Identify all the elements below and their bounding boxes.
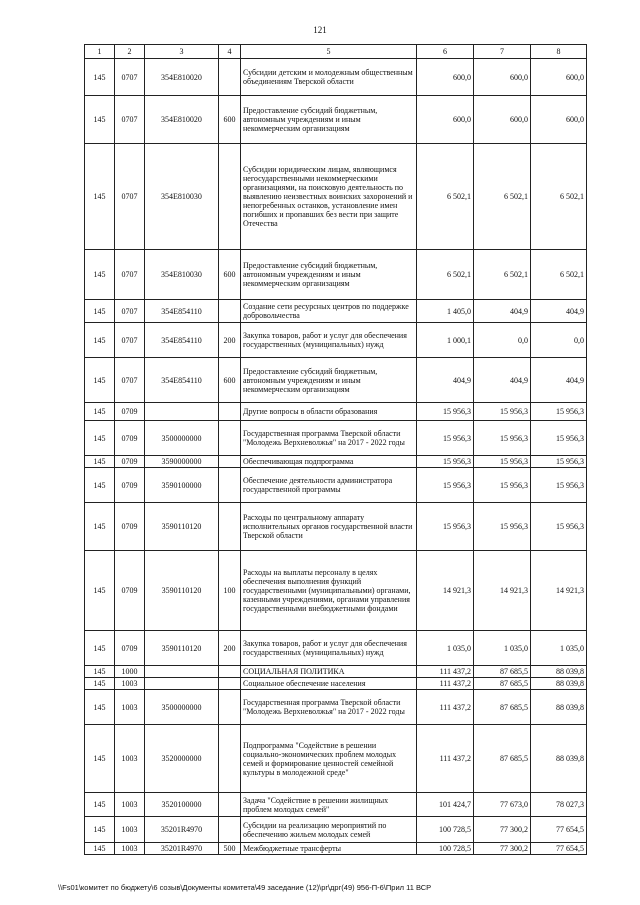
section-code: 1003 xyxy=(115,678,145,690)
target-article-code: 3590100000 xyxy=(145,468,219,503)
amount-col-7: 14 921,3 xyxy=(474,551,531,631)
expense-type-code: 600 xyxy=(219,250,241,300)
amount-col-6: 600,0 xyxy=(417,96,474,144)
table-row xyxy=(85,403,587,421)
amount-col-7: 6 502,1 xyxy=(474,250,531,300)
item-description: Закупка товаров, работ и услуг для обеспечения государственных (муниципальных) нужд xyxy=(241,323,417,358)
expense-type-code: 200 xyxy=(219,323,241,358)
item-description: Обеспечивающая подпрограмма xyxy=(241,456,417,468)
section-code: 0707 xyxy=(115,323,145,358)
admin-code: 145 xyxy=(85,631,115,666)
amount-col-6: 100 728,5 xyxy=(417,817,474,843)
amount-col-6: 6 502,1 xyxy=(417,250,474,300)
expense-type-code xyxy=(219,678,241,690)
section-code: 0709 xyxy=(115,503,145,551)
column-header: 4 xyxy=(219,45,241,59)
target-article-code: 35201R4970 xyxy=(145,817,219,843)
table-row xyxy=(85,678,587,690)
table-row xyxy=(85,793,587,817)
admin-code: 145 xyxy=(85,690,115,725)
table-row xyxy=(85,144,587,250)
table-row xyxy=(85,551,587,631)
item-description: Субсидии юридическим лицам, являющимся негосударственными некоммерческими организациями, на поисковую деятельность по выявлению неизвестных воинских захоронений и непогребенных останков, установление имен погибших и пропавших без вести при защите Отечества xyxy=(241,144,417,250)
file-path-footer: \\Fs01\комитет по бюджету\6 созыв\Документы комитета\49 заседание (12)\pr\дрг(49) 956-П-6\Прил 11 ВСР xyxy=(58,883,432,892)
admin-code: 145 xyxy=(85,300,115,323)
table-row xyxy=(85,468,587,503)
section-code: 1003 xyxy=(115,690,145,725)
amount-col-6: 15 956,3 xyxy=(417,456,474,468)
admin-code: 145 xyxy=(85,793,115,817)
table-row xyxy=(85,690,587,725)
amount-col-8: 88 039,8 xyxy=(531,678,587,690)
section-code: 0709 xyxy=(115,468,145,503)
item-description: Расходы на выплаты персоналу в целях обеспечения выполнения функций государственными (муниципальными) органами, казенными учреждениями, органами управления государственными внебюджетными фондами xyxy=(241,551,417,631)
table-row xyxy=(85,421,587,456)
item-description: Обеспечение деятельности администратора государственной программы xyxy=(241,468,417,503)
item-description: Расходы по центральному аппарату исполнительных органов государственной власти Тверской области xyxy=(241,503,417,551)
target-article-code xyxy=(145,403,219,421)
amount-col-7: 15 956,3 xyxy=(474,468,531,503)
amount-col-6: 101 424,7 xyxy=(417,793,474,817)
amount-col-6: 1 405,0 xyxy=(417,300,474,323)
admin-code: 145 xyxy=(85,725,115,793)
expense-type-code: 100 xyxy=(219,551,241,631)
target-article-code: 3520000000 xyxy=(145,725,219,793)
expense-type-code xyxy=(219,468,241,503)
page-number: 121 xyxy=(313,25,327,35)
amount-col-8: 15 956,3 xyxy=(531,403,587,421)
target-article-code: 3590110120 xyxy=(145,503,219,551)
admin-code: 145 xyxy=(85,666,115,678)
target-article-code: 354Е854110 xyxy=(145,358,219,403)
expense-type-code xyxy=(219,456,241,468)
section-code: 1003 xyxy=(115,793,145,817)
section-code: 0707 xyxy=(115,358,145,403)
target-article-code: 354Е810020 xyxy=(145,59,219,96)
column-header: 6 xyxy=(417,45,474,59)
amount-col-6: 15 956,3 xyxy=(417,403,474,421)
table-row xyxy=(85,843,587,855)
amount-col-7: 0,0 xyxy=(474,323,531,358)
column-header: 7 xyxy=(474,45,531,59)
expense-type-code xyxy=(219,666,241,678)
table-row xyxy=(85,456,587,468)
amount-col-6: 111 437,2 xyxy=(417,690,474,725)
amount-col-8: 14 921,3 xyxy=(531,551,587,631)
target-article-code xyxy=(145,666,219,678)
amount-col-8: 600,0 xyxy=(531,59,587,96)
table-row xyxy=(85,323,587,358)
expense-type-code xyxy=(219,421,241,456)
admin-code: 145 xyxy=(85,456,115,468)
column-header: 3 xyxy=(145,45,219,59)
section-code: 0709 xyxy=(115,403,145,421)
admin-code: 145 xyxy=(85,358,115,403)
column-header: 5 xyxy=(241,45,417,59)
expense-type-code xyxy=(219,725,241,793)
section-code: 0707 xyxy=(115,300,145,323)
target-article-code: 35201R4970 xyxy=(145,843,219,855)
amount-col-7: 600,0 xyxy=(474,59,531,96)
target-article-code: 354Е810020 xyxy=(145,96,219,144)
table-row xyxy=(85,725,587,793)
target-article-code: 354Е810030 xyxy=(145,144,219,250)
expense-type-code xyxy=(219,144,241,250)
section-code: 0709 xyxy=(115,631,145,666)
expense-type-code xyxy=(219,817,241,843)
admin-code: 145 xyxy=(85,503,115,551)
amount-col-8: 404,9 xyxy=(531,300,587,323)
section-code: 1003 xyxy=(115,725,145,793)
amount-col-7: 1 035,0 xyxy=(474,631,531,666)
amount-col-6: 111 437,2 xyxy=(417,666,474,678)
expense-type-code xyxy=(219,403,241,421)
amount-col-8: 600,0 xyxy=(531,96,587,144)
target-article-code: 3590110120 xyxy=(145,551,219,631)
amount-col-8: 6 502,1 xyxy=(531,250,587,300)
table-row xyxy=(85,250,587,300)
item-description: Задача "Содействие в решении жилищных проблем молодых семей" xyxy=(241,793,417,817)
expense-type-code xyxy=(219,300,241,323)
amount-col-6: 404,9 xyxy=(417,358,474,403)
target-article-code: 3590000000 xyxy=(145,456,219,468)
target-article-code: 3500000000 xyxy=(145,421,219,456)
amount-col-8: 15 956,3 xyxy=(531,468,587,503)
amount-col-7: 404,9 xyxy=(474,358,531,403)
amount-col-6: 111 437,2 xyxy=(417,678,474,690)
expense-type-code: 500 xyxy=(219,843,241,855)
section-code: 1003 xyxy=(115,843,145,855)
column-header: 2 xyxy=(115,45,145,59)
table-row xyxy=(85,300,587,323)
amount-col-7: 6 502,1 xyxy=(474,144,531,250)
item-description: Субсидии детским и молодежным общественным объединениям Тверской области xyxy=(241,59,417,96)
expense-type-code xyxy=(219,793,241,817)
amount-col-6: 111 437,2 xyxy=(417,725,474,793)
section-code: 0707 xyxy=(115,144,145,250)
amount-col-8: 1 035,0 xyxy=(531,631,587,666)
item-description: Государственная программа Тверской области "Молодежь Верхневолжья" на 2017 - 2022 годы xyxy=(241,421,417,456)
amount-col-8: 88 039,8 xyxy=(531,725,587,793)
admin-code: 145 xyxy=(85,96,115,144)
amount-col-6: 14 921,3 xyxy=(417,551,474,631)
target-article-code xyxy=(145,678,219,690)
item-description: Социальное обеспечение населения xyxy=(241,678,417,690)
amount-col-8: 404,9 xyxy=(531,358,587,403)
target-article-code: 354Е854110 xyxy=(145,323,219,358)
target-article-code: 3500000000 xyxy=(145,690,219,725)
admin-code: 145 xyxy=(85,678,115,690)
amount-col-8: 6 502,1 xyxy=(531,144,587,250)
amount-col-6: 1 000,1 xyxy=(417,323,474,358)
section-code: 1003 xyxy=(115,817,145,843)
amount-col-8: 88 039,8 xyxy=(531,690,587,725)
expense-type-code xyxy=(219,503,241,551)
item-description: Закупка товаров, работ и услуг для обеспечения государственных (муниципальных) нужд xyxy=(241,631,417,666)
item-description: Другие вопросы в области образования xyxy=(241,403,417,421)
amount-col-7: 77 673,0 xyxy=(474,793,531,817)
item-description: Создание сети ресурсных центров по поддержке добровольчества xyxy=(241,300,417,323)
table-row xyxy=(85,96,587,144)
table-body xyxy=(85,59,587,855)
table-header xyxy=(85,45,587,59)
section-code: 0709 xyxy=(115,421,145,456)
target-article-code: 354Е854110 xyxy=(145,300,219,323)
admin-code: 145 xyxy=(85,468,115,503)
amount-col-8: 15 956,3 xyxy=(531,421,587,456)
admin-code: 145 xyxy=(85,421,115,456)
section-code: 0707 xyxy=(115,59,145,96)
amount-col-8: 77 654,5 xyxy=(531,843,587,855)
amount-col-7: 15 956,3 xyxy=(474,503,531,551)
table-row xyxy=(85,59,587,96)
amount-col-6: 6 502,1 xyxy=(417,144,474,250)
amount-col-7: 77 300,2 xyxy=(474,843,531,855)
amount-col-7: 15 956,3 xyxy=(474,456,531,468)
amount-col-7: 87 685,5 xyxy=(474,690,531,725)
item-description: СОЦИАЛЬНАЯ ПОЛИТИКА xyxy=(241,666,417,678)
budget-table xyxy=(84,44,587,855)
amount-col-7: 77 300,2 xyxy=(474,817,531,843)
amount-col-6: 1 035,0 xyxy=(417,631,474,666)
item-description: Предоставление субсидий бюджетным, автономным учреждениям и иным некоммерческим организациям xyxy=(241,250,417,300)
section-code: 0707 xyxy=(115,96,145,144)
admin-code: 145 xyxy=(85,403,115,421)
expense-type-code xyxy=(219,690,241,725)
amount-col-8: 0,0 xyxy=(531,323,587,358)
item-description: Межбюджетные трансферты xyxy=(241,843,417,855)
table-row xyxy=(85,666,587,678)
item-description: Государственная программа Тверской области "Молодежь Верхневолжья" на 2017 - 2022 годы xyxy=(241,690,417,725)
column-header: 1 xyxy=(85,45,115,59)
expense-type-code xyxy=(219,59,241,96)
amount-col-6: 600,0 xyxy=(417,59,474,96)
expense-type-code: 600 xyxy=(219,358,241,403)
admin-code: 145 xyxy=(85,551,115,631)
item-description: Субсидии на реализацию мероприятий по обеспечению жильем молодых семей xyxy=(241,817,417,843)
target-article-code: 354Е810030 xyxy=(145,250,219,300)
amount-col-8: 77 654,5 xyxy=(531,817,587,843)
section-code: 1000 xyxy=(115,666,145,678)
amount-col-7: 15 956,3 xyxy=(474,421,531,456)
admin-code: 145 xyxy=(85,843,115,855)
amount-col-6: 15 956,3 xyxy=(417,468,474,503)
table-row xyxy=(85,631,587,666)
amount-col-8: 88 039,8 xyxy=(531,666,587,678)
admin-code: 145 xyxy=(85,250,115,300)
amount-col-7: 87 685,5 xyxy=(474,725,531,793)
column-header: 8 xyxy=(531,45,587,59)
amount-col-6: 100 728,5 xyxy=(417,843,474,855)
admin-code: 145 xyxy=(85,144,115,250)
amount-col-8: 15 956,3 xyxy=(531,456,587,468)
amount-col-6: 15 956,3 xyxy=(417,503,474,551)
item-description: Предоставление субсидий бюджетным, автономным учреждениям и иным некоммерческим организациям xyxy=(241,358,417,403)
target-article-code: 3520100000 xyxy=(145,793,219,817)
item-description: Предоставление субсидий бюджетным, автономным учреждениям и иным некоммерческим организациям xyxy=(241,96,417,144)
target-article-code: 3590110120 xyxy=(145,631,219,666)
table-row xyxy=(85,503,587,551)
amount-col-7: 600,0 xyxy=(474,96,531,144)
amount-col-6: 15 956,3 xyxy=(417,421,474,456)
header-row xyxy=(85,45,587,59)
admin-code: 145 xyxy=(85,59,115,96)
section-code: 0707 xyxy=(115,250,145,300)
admin-code: 145 xyxy=(85,323,115,358)
section-code: 0709 xyxy=(115,551,145,631)
admin-code: 145 xyxy=(85,817,115,843)
item-description: Подпрограмма "Содействие в решении социально-экономических проблем молодых семей и формирование ценностей семейной культуры в молодежной среде" xyxy=(241,725,417,793)
amount-col-8: 15 956,3 xyxy=(531,503,587,551)
amount-col-8: 78 027,3 xyxy=(531,793,587,817)
amount-col-7: 15 956,3 xyxy=(474,403,531,421)
amount-col-7: 404,9 xyxy=(474,300,531,323)
table-row xyxy=(85,358,587,403)
amount-col-7: 87 685,5 xyxy=(474,666,531,678)
expense-type-code: 200 xyxy=(219,631,241,666)
table-row xyxy=(85,817,587,843)
amount-col-7: 87 685,5 xyxy=(474,678,531,690)
section-code: 0709 xyxy=(115,456,145,468)
expense-type-code: 600 xyxy=(219,96,241,144)
